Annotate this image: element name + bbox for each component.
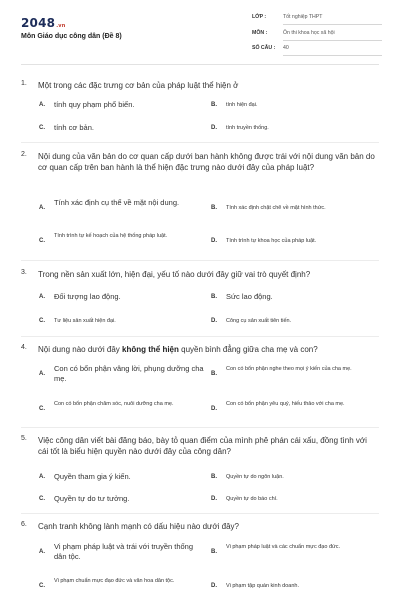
option-text: Quyền tự do ngôn luận. [226,474,284,480]
meta-key: SỐ CÂU : [252,45,276,51]
option-text: Vi phạm tập quán kinh doanh. [226,583,299,589]
option-text: Công cụ sản xuất tiên tiến. [226,318,292,324]
question-text: Cạnh tranh không lành mạnh có dấu hiệu nào dưới đây? [38,522,239,531]
meta-underline [283,40,382,41]
question-number: 3. [21,269,27,276]
option-label: C. [39,496,45,502]
question-divider [21,513,379,514]
meta-row-count [252,44,382,56]
option-label: A. [39,205,45,211]
option-label: A. [39,549,45,555]
option-text: Con có bổn phận vâng lời, phụng dưỡng cha mẹ. [54,364,204,383]
option-label: A. [39,294,45,300]
option-text: Tư liệu sản xuất hiện đại. [54,318,116,324]
option-text: Đối tượng lao động. [54,292,121,301]
option-text: Sức lao động. [226,292,273,301]
option-text: tính truyền thống. [226,125,269,131]
question-divider [21,336,379,337]
option-label: A. [39,371,45,377]
option-text: tính hiện đại. [226,102,258,108]
question-number: 4. [21,344,27,351]
question-number: 2. [21,151,27,158]
option-text: Tính xác định cụ thể về mặt nội dung. [54,198,180,207]
option-label: B. [211,474,217,480]
option-text: Con có bổn phận chăm sóc, nuôi dưỡng cha mẹ. [54,401,174,407]
meta-key: LỚP : [252,14,267,20]
option-label: D. [211,496,217,502]
meta-underline [283,24,382,25]
option-label: B. [211,549,217,555]
option-label: D. [211,318,217,324]
meta-value: 40 [283,45,289,51]
option-text: Con có bổn phận nghe theo mọi ý kiến của cha mẹ. [226,366,352,372]
question-number: 6. [21,521,27,528]
option-label: D. [211,125,217,131]
option-text: Con có bổn phận yêu quý, hiếu thảo với cha mẹ. [226,401,345,407]
option-text: Tính trình tự kế hoạch của hệ thống pháp luật. [54,233,168,239]
option-text: Quyền tự do tư tưởng. [54,494,130,503]
option-label: C. [39,583,45,589]
option-text: Quyền tham gia ý kiến. [54,472,131,481]
question-text: Một trong các đặc trưng cơ bản của pháp luật thể hiện ở [38,81,239,90]
option-text: tính quy phạm phổ biến. [54,100,135,109]
option-label: C. [39,125,45,131]
option-label: B. [211,205,217,211]
site-logo[interactable]: 2048.vn [21,16,66,30]
question-text: Việc công dân viết bài đăng báo, bày tỏ quan điểm của mình phê phán cái xấu, đồng tình với cái tốt là biểu hiện quyền nào dưới đây của công dân? [38,436,367,456]
question-divider [21,260,379,261]
question-number: 1. [21,80,27,87]
logo-suffix: .vn [56,23,66,29]
question-divider [21,427,379,428]
option-label: A. [39,474,45,480]
question-text: Trong nền sản xuất lớn, hiện đại, yếu tố nào dưới đây giữ vai trò quyết định? [38,270,311,279]
page-header [0,0,400,64]
meta-value: Ôn thi khoa học xã hội [283,30,335,36]
meta-value: Tốt nghiệp THPT [283,14,323,20]
option-label: D. [211,406,217,412]
question-text: Nội dung của văn bản do cơ quan cấp dưới ban hành không được trái với nội dung văn bản do cơ quan cấp trên ban hành là thể hiện đặc trưng nào dưới đây của pháp luật? [38,152,375,172]
meta-key: MÔN : [252,30,268,36]
meta-row-class [252,13,382,25]
meta-row-subject [252,29,382,41]
option-label: C. [39,406,45,412]
option-label: D. [211,238,217,244]
option-text: Tính xác định chặt chẽ về mặt hình thức. [226,205,326,211]
option-label: C. [39,318,45,324]
option-label: B. [211,294,217,300]
question-text: Nội dung nào dưới đây không thể hiện quyền bình đẳng giữa cha mẹ và con? [38,345,318,354]
exam-subject-title: Môn Giáo dục công dân (Đề 8) [21,33,122,40]
option-label: B. [211,102,217,108]
option-text: Tính trình tự khoa học của pháp luật. [226,238,317,244]
meta-underline [283,55,382,56]
header-divider [21,64,379,65]
option-text: Vi phạm pháp luật và các chuẩn mực đạo đức. [226,544,340,550]
option-text: Quyền tự do báo chí. [226,496,278,502]
option-text: Vi phạm pháp luật và trái với truyền thống dân tộc. [54,542,194,561]
option-text: tính cơ bản. [54,123,94,132]
option-label: C. [39,238,45,244]
question-number: 5. [21,435,27,442]
option-label: D. [211,583,217,589]
question-divider [21,142,379,143]
option-text: Vi phạm chuẩn mực đạo đức và văn hoa dân tộc. [54,578,175,584]
emphasis-text: không thể hiện [122,345,179,354]
option-label: A. [39,102,45,108]
option-label: B. [211,371,217,377]
